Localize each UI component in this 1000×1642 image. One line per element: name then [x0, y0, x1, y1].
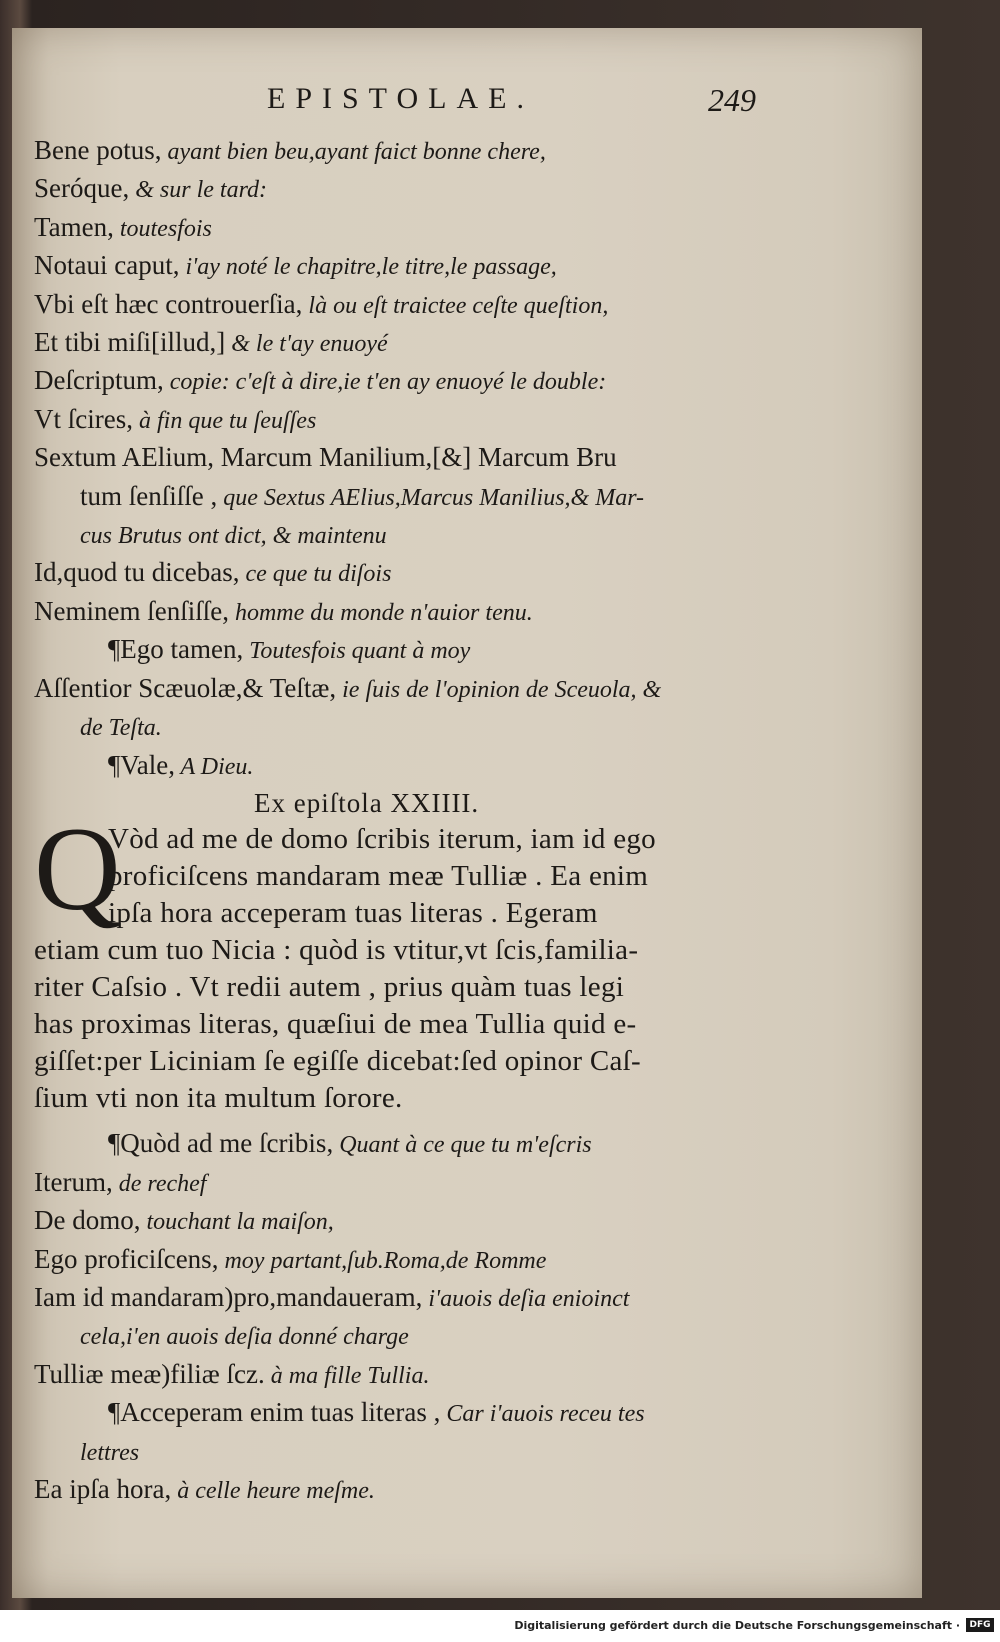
french-gloss: de rechef — [112, 1170, 207, 1197]
french-gloss: moy partant,ſub.Roma,de Romme — [218, 1247, 547, 1274]
gloss-line — [34, 1279, 774, 1317]
french-gloss: cus Brutus ont dict, & maintenu — [80, 523, 387, 550]
french-gloss: cela,i'en auois deſia donné charge — [80, 1324, 409, 1351]
epistle-line — [34, 1043, 774, 1080]
latin-text: ¶Acceperam enim tuas literas , — [108, 1397, 441, 1428]
epistle-line-text: ſium vti non ita multum ſorore. — [34, 1082, 403, 1115]
latin-text: Deſcriptum, — [34, 365, 164, 396]
gloss-line — [34, 1433, 774, 1471]
latin-text: Neminem ſenſiſſe, — [34, 595, 229, 626]
french-gloss: que Sextus AElius,Marcus Manilius,& Mar- — [217, 484, 645, 511]
gloss-line — [34, 170, 774, 208]
french-gloss: à fin que tu ſeuſſes — [132, 407, 317, 434]
gloss-line — [34, 209, 774, 247]
french-gloss: ie ſuis de l'opinion de Sceuola, & — [336, 676, 662, 703]
gloss-line — [34, 1164, 774, 1202]
epistle-line-text: proficiſcens mandaram meæ Tulliæ . Ea enim — [108, 860, 649, 893]
gloss-line — [34, 324, 774, 362]
latin-text: Ego proficiſcens, — [34, 1243, 219, 1274]
latin-text: Ea ipſa hora, — [34, 1473, 172, 1504]
epistle-line-text: Vòd ad me de domo ſcribis iterum, iam id ego — [108, 823, 656, 856]
latin-text: Aſſentior Scæuolæ,& Teſtæ, — [34, 672, 337, 703]
footer-credit: Digitalisierung gefördert durch die Deutsche Forschungsgemeinschaft · — [514, 1619, 960, 1632]
latin-text: Seróque, — [34, 173, 130, 204]
epistle-line-text: etiam cum tuo Nicia : quòd is vtitur,vt ſcis,familia- — [34, 934, 639, 967]
french-gloss: toutesfois — [113, 215, 212, 242]
latin-text: Tulliæ meæ)filiæ ſcz. — [34, 1358, 265, 1389]
gloss-line — [34, 593, 774, 631]
page-number: 249 — [708, 82, 756, 118]
french-gloss: Car i'auois receu tes — [440, 1401, 645, 1428]
gloss-line — [34, 631, 774, 669]
french-gloss: i'auois deſia enioinct — [422, 1285, 630, 1312]
french-gloss: lettres — [80, 1439, 140, 1466]
gloss-line — [34, 362, 774, 400]
latin-text: tum ſenſiſſe , — [80, 480, 218, 511]
gloss-line — [34, 1356, 774, 1394]
french-gloss: Quant à ce que tu m'eſcris — [333, 1132, 592, 1159]
latin-text: ¶Ego tamen, — [108, 634, 244, 665]
french-gloss: à celle heure meſme. — [171, 1477, 375, 1504]
gloss-line — [34, 1202, 774, 1240]
drop-cap: Q — [34, 802, 121, 936]
gloss-line — [34, 286, 774, 324]
french-gloss: là ou eſt traictee ceſte queſtion, — [302, 292, 609, 319]
glossary-section-2 — [34, 1125, 774, 1509]
french-gloss: A Dieu. — [174, 753, 254, 780]
french-gloss: à ma fille Tullia. — [264, 1362, 430, 1389]
gloss-line — [34, 132, 774, 170]
french-gloss: Toutesfois quant à moy — [243, 638, 471, 665]
latin-text: Vbi eſt hæc controuerſia, — [34, 288, 303, 319]
french-gloss: & le t'ay enuoyé — [225, 331, 388, 358]
gloss-line — [34, 747, 774, 785]
book-page — [12, 28, 922, 1598]
latin-text: Sextum AElium, Marcum Manilium,[&] Marcum Bru — [34, 442, 617, 473]
epistle-line — [34, 969, 774, 1006]
latin-text: ¶Quòd ad me ſcribis, — [108, 1128, 334, 1159]
gloss-line — [34, 1394, 774, 1432]
epistle-line — [34, 858, 774, 895]
epistle-line — [34, 1080, 774, 1117]
running-head-title: EPISTOLAE. — [267, 82, 534, 115]
gloss-line — [34, 401, 774, 439]
glossary-section-1 — [34, 132, 774, 785]
french-gloss: de Teſta. — [80, 715, 162, 742]
latin-text: Iam id mandaram)pro,mandaueram, — [34, 1281, 423, 1312]
epistle-line-text: ipſa hora acceperam tuas literas . Egeram — [108, 897, 598, 930]
latin-text: Id,quod tu dicebas, — [34, 557, 240, 588]
epistle-line-text: has proximas literas, quæſiui de mea Tullia quid e- — [34, 1008, 637, 1041]
latin-text: ¶Vale, — [108, 749, 175, 780]
french-gloss: & sur le tard: — [129, 177, 268, 204]
french-gloss: touchant la maiſon, — [140, 1209, 334, 1236]
gloss-line — [34, 1125, 774, 1163]
french-gloss: homme du monde n'auior tenu. — [228, 599, 533, 626]
gloss-line — [34, 247, 774, 285]
epistle-line — [34, 932, 774, 969]
latin-text: Bene potus, — [34, 135, 162, 165]
footer-bar — [0, 1610, 1000, 1642]
latin-text: Vt ſcires, — [34, 403, 133, 434]
latin-text: De domo, — [34, 1205, 141, 1236]
page-text — [34, 132, 774, 1509]
epistle-line — [34, 895, 774, 932]
latin-text: Iterum, — [34, 1166, 113, 1197]
epistle-line-text: giſſet:per Liciniam ſe egiſſe dicebat:ſed opinor Caſ- — [34, 1045, 641, 1078]
french-gloss: ayant bien beu,ayant faict bonne chere, — [161, 139, 546, 165]
running-head — [12, 82, 922, 122]
gloss-line — [34, 708, 774, 746]
gloss-line — [34, 478, 774, 516]
latin-text: Notaui caput, — [34, 250, 180, 281]
latin-text: Et tibi miſi[illud,] — [34, 327, 226, 358]
gloss-line — [34, 554, 774, 592]
gloss-line — [34, 1241, 774, 1279]
gloss-line — [34, 1317, 774, 1355]
epistle-line-text: riter Caſsio . Vt redii autem , prius quàm tuas legi — [34, 971, 625, 1004]
epistle-line — [34, 1006, 774, 1043]
dfg-logo: DFG — [966, 1618, 994, 1632]
latin-text: Tamen, — [34, 211, 114, 242]
gloss-line — [34, 439, 774, 477]
gloss-line — [34, 670, 774, 708]
gloss-line — [34, 1471, 774, 1509]
french-gloss: ce que tu diſois — [239, 561, 392, 588]
epistle-heading: Ex epiſtola XXIIII. — [254, 787, 480, 818]
french-gloss: i'ay noté le chapitre,le titre,le passage, — [179, 254, 557, 281]
gloss-line — [34, 516, 774, 554]
french-gloss: copie: c'eſt à dire,ie t'en ay enuoyé le double: — [163, 369, 607, 396]
